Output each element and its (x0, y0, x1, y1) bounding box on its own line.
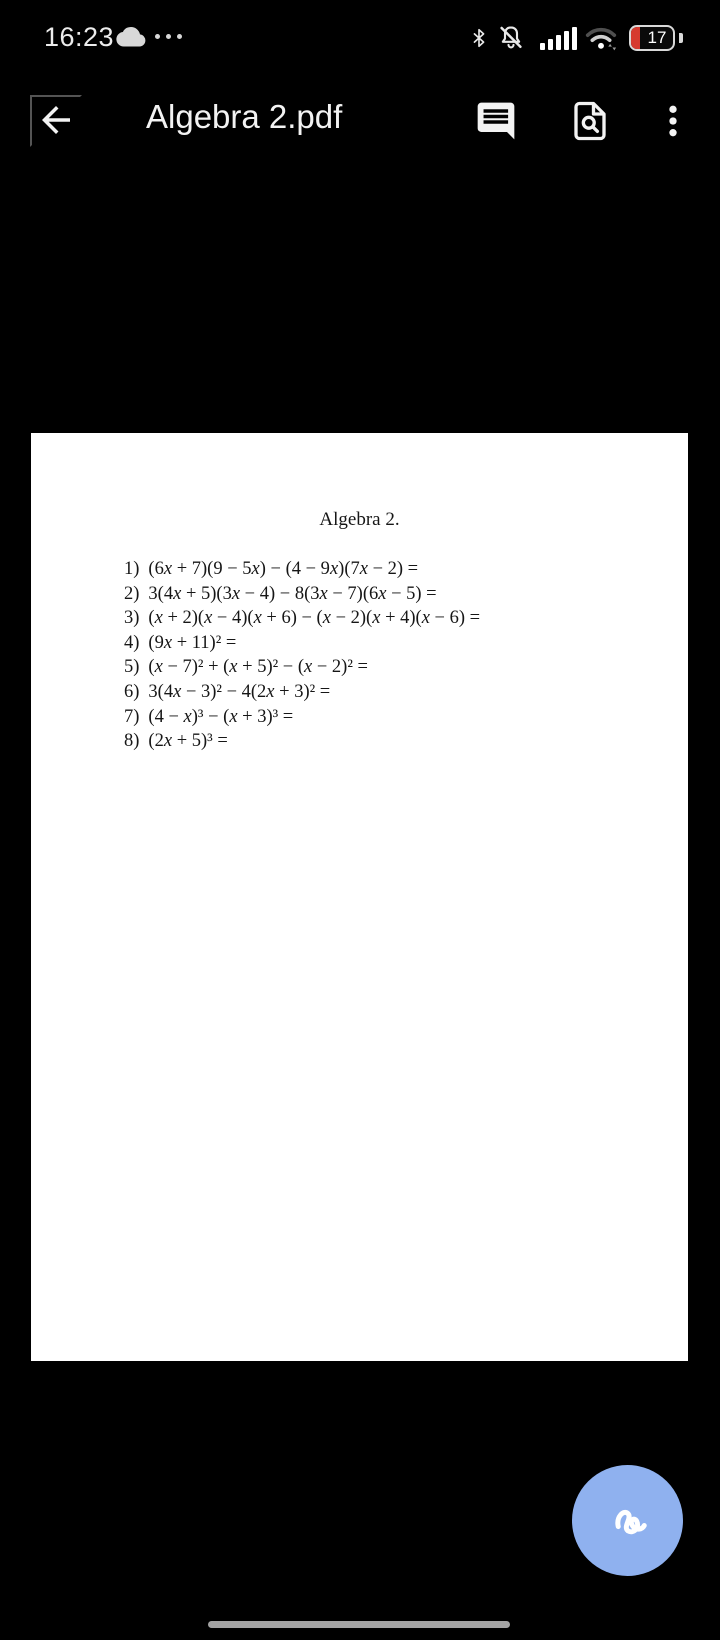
problem-number: 5) (124, 657, 140, 678)
problem-row (124, 705, 480, 730)
pdf-page[interactable] (31, 433, 688, 1361)
wifi-icon (584, 24, 618, 57)
file-title: Algebra 2.pdf (146, 98, 343, 135)
back-button[interactable] (30, 95, 82, 147)
problem-row (124, 631, 480, 656)
problem-expression: (6x + 7)(9 − 5x) − (4 − 9x)(7x − 2) = (148, 559, 419, 579)
problem-expression: (x + 2)(x − 4)(x + 6) − (x − 2)(x + 4)(x − 6) = (148, 608, 481, 629)
document-heading: Algebra 2. (319, 509, 400, 530)
problem-row (124, 582, 480, 607)
problem-number: 4) (124, 632, 140, 653)
problem-number: 1) (124, 559, 140, 579)
find-in-document-button[interactable] (564, 96, 616, 148)
problem-expression: (x − 7)² + (x + 5)² − (x − 2)² = (148, 657, 368, 678)
battery-level-text: 17 (647, 28, 667, 47)
back-arrow-icon (35, 99, 77, 144)
notifications-off-icon (496, 23, 526, 58)
battery-indicator (629, 25, 675, 51)
problem-expression: 3(4x + 5)(3x − 4) − 8(3x − 7)(6x − 5) = (148, 583, 437, 604)
problem-expression: (4 − x)³ − (x + 3)³ = (148, 706, 294, 727)
signal-strength-icon (540, 26, 577, 50)
more-vertical-icon (653, 101, 693, 144)
comment-button[interactable] (470, 96, 522, 148)
problem-row (124, 729, 480, 754)
problem-row (124, 680, 480, 705)
battery-fill (631, 27, 640, 49)
problem-row (124, 557, 480, 582)
clock-text: 16:23 (44, 22, 115, 52)
gesture-bar[interactable] (208, 1621, 510, 1628)
problem-number: 3) (124, 608, 140, 629)
problem-number: 7) (124, 706, 140, 727)
problem-row (124, 606, 480, 631)
cloud-icon (116, 27, 146, 54)
battery-nub (679, 33, 683, 43)
scribble-icon (602, 1493, 654, 1548)
problem-expression: (9x + 11)² = (148, 632, 237, 653)
problem-expression: 3(4x − 3)² − 4(2x + 3)² = (148, 681, 331, 702)
problem-number: 2) (124, 583, 140, 604)
status-bar (0, 0, 720, 76)
overflow-menu-button[interactable] (647, 96, 699, 148)
status-ellipsis-icon (155, 34, 182, 39)
find-in-document-icon (569, 100, 611, 145)
bluetooth-icon (468, 24, 490, 57)
problem-row (124, 655, 480, 680)
problem-number: 8) (124, 731, 140, 752)
comment-icon (474, 99, 518, 146)
problem-list (124, 557, 480, 754)
problem-expression: (2x + 5)³ = (148, 731, 228, 752)
annotate-fab[interactable] (572, 1465, 683, 1576)
problem-number: 6) (124, 681, 140, 702)
